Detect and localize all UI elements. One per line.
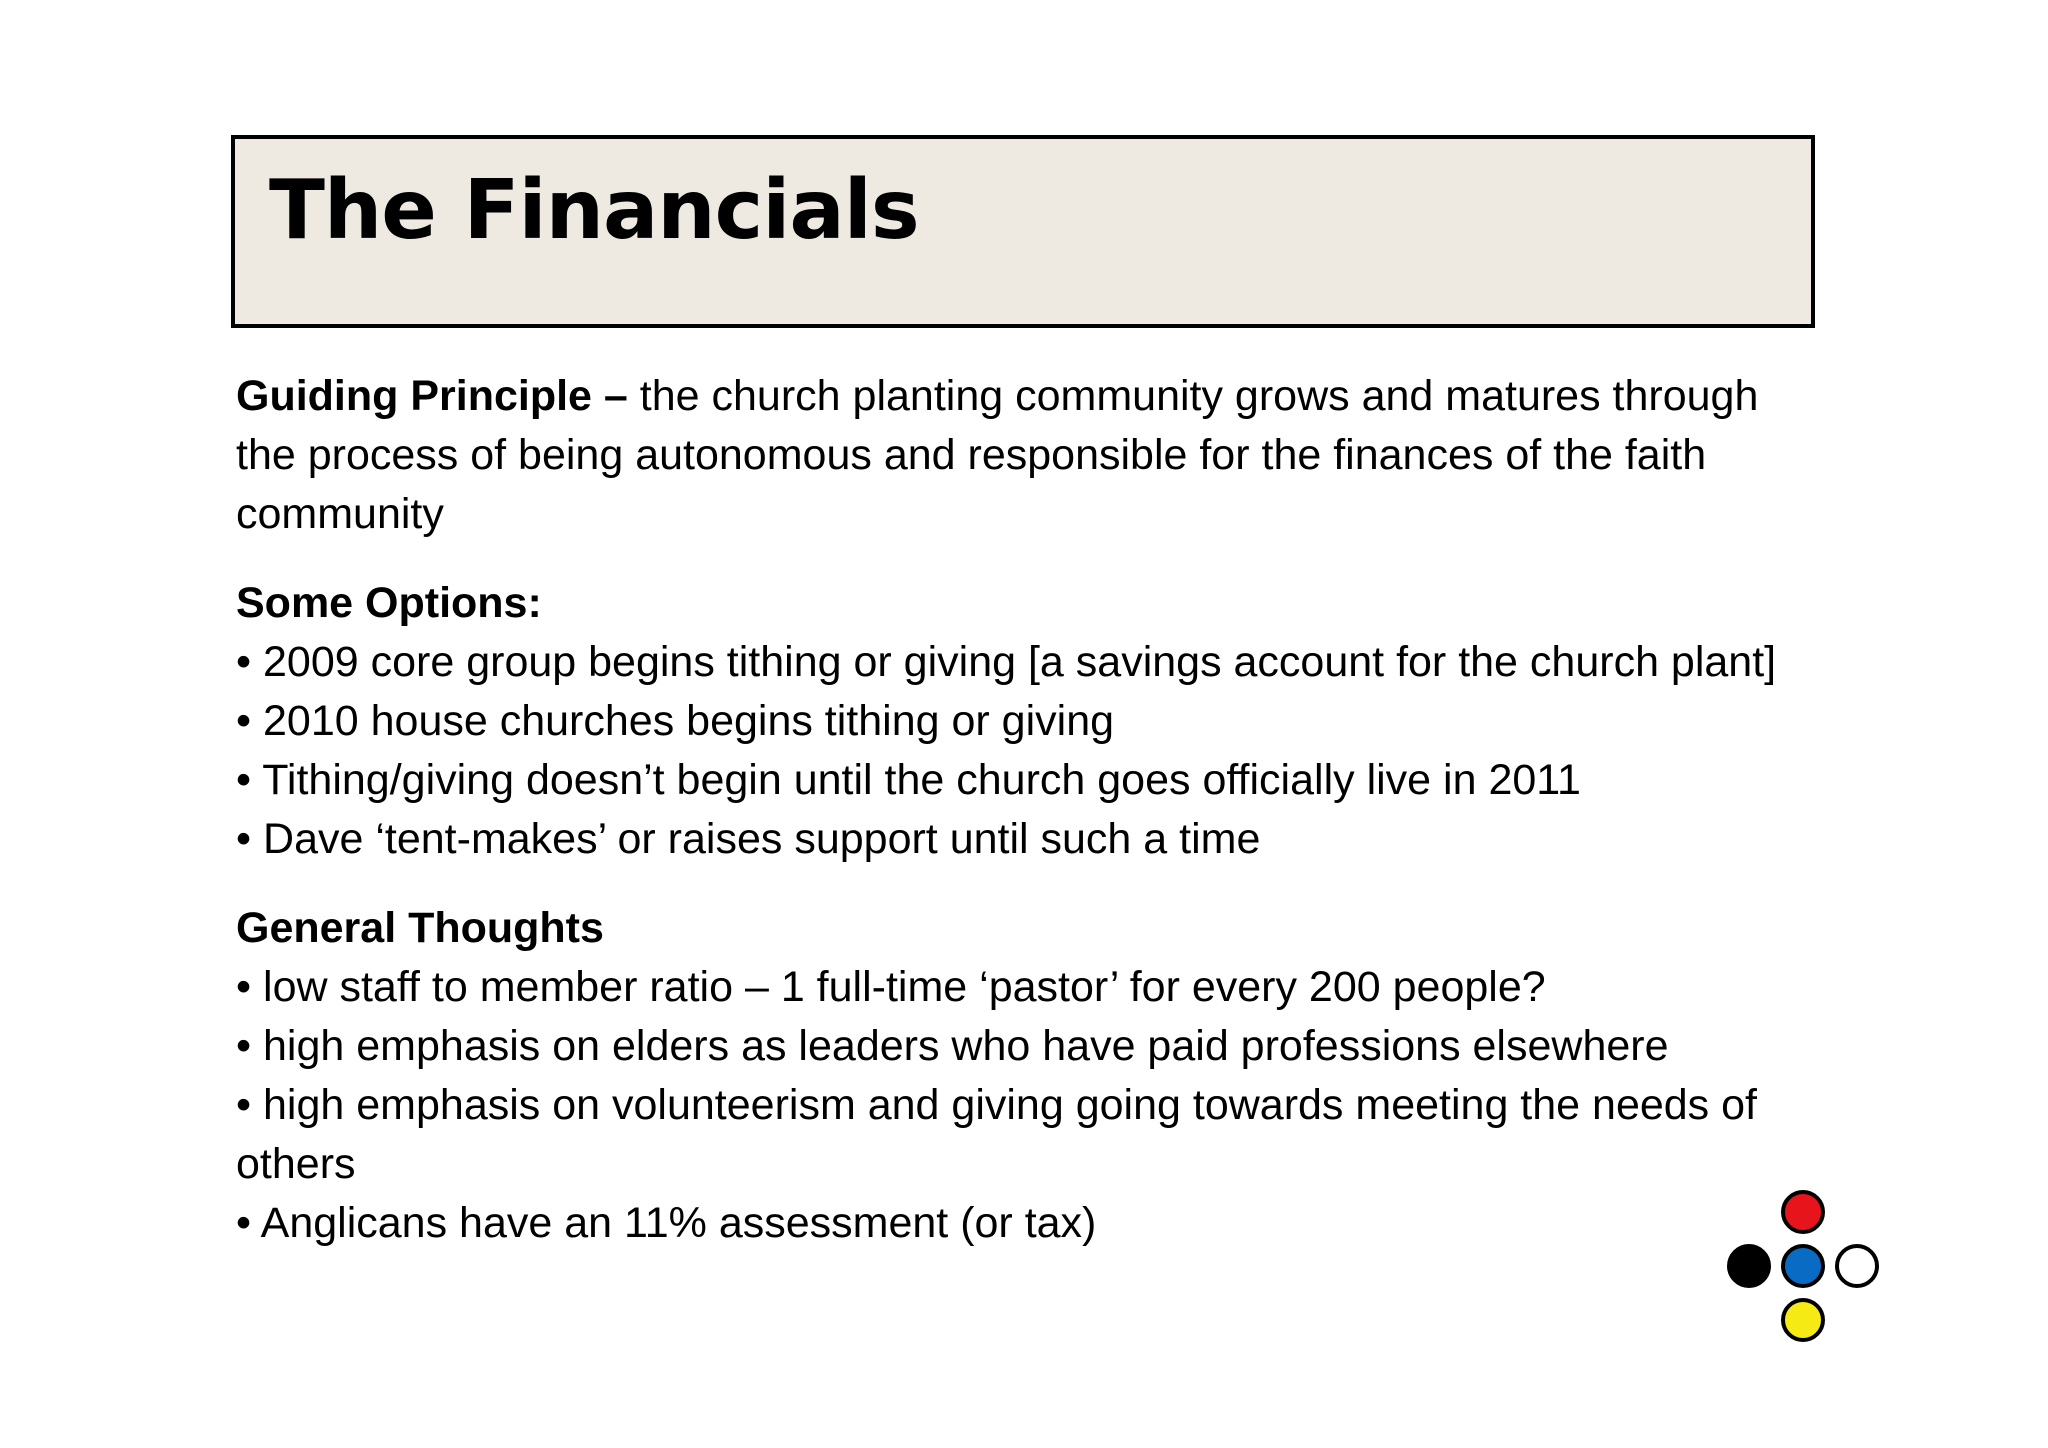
thoughts-item-text: Anglicans have an 11% assessment (or tax) bbox=[260, 1199, 1097, 1247]
thoughts-heading: General Thoughts bbox=[236, 904, 604, 952]
thoughts-item-text: high emphasis on elders as leaders who have paid professions elsewhere bbox=[263, 1022, 1669, 1070]
bullet-icon: • bbox=[236, 1199, 261, 1247]
options-item bbox=[236, 692, 1796, 751]
red-circle-icon bbox=[1781, 1190, 1825, 1234]
thoughts-item bbox=[236, 1017, 1796, 1076]
slide-content bbox=[236, 367, 1796, 1283]
options-item-text: Dave ‘tent-makes’ or raises support until such a time bbox=[263, 815, 1261, 863]
options-section bbox=[236, 574, 1796, 869]
thoughts-item-text: high emphasis on volunteerism and giving going towards meeting the needs of others bbox=[236, 1081, 1757, 1188]
bullet-icon: • bbox=[236, 1022, 264, 1070]
slide-title: The Financials bbox=[269, 163, 919, 258]
thoughts-section bbox=[236, 899, 1796, 1253]
yellow-circle-icon bbox=[1781, 1298, 1825, 1342]
thoughts-item bbox=[236, 1076, 1796, 1194]
guiding-principle-text: the church planting community grows and matures through the process of being autonomous and responsible for the finances of the faith community bbox=[236, 372, 1759, 538]
circles-logo bbox=[1725, 1190, 1885, 1350]
bullet-icon: • bbox=[236, 697, 264, 745]
thoughts-item-text: low staff to member ratio – 1 full-time ‘pastor’ for every 200 people? bbox=[263, 963, 1546, 1011]
options-item bbox=[236, 810, 1796, 869]
thoughts-item bbox=[236, 958, 1796, 1017]
options-heading: Some Options: bbox=[236, 579, 542, 627]
bullet-icon: • bbox=[236, 1081, 264, 1129]
options-item bbox=[236, 751, 1796, 810]
guiding-principle bbox=[236, 367, 1796, 544]
blue-circle-icon bbox=[1781, 1244, 1825, 1288]
bullet-icon: • bbox=[236, 756, 263, 804]
options-item-text: 2010 house churches begins tithing or giving bbox=[263, 697, 1115, 745]
thoughts-item bbox=[236, 1194, 1796, 1253]
title-box bbox=[231, 135, 1815, 328]
options-item bbox=[236, 633, 1796, 692]
bullet-icon: • bbox=[236, 815, 264, 863]
bullet-icon: • bbox=[236, 638, 264, 686]
options-item-text: 2009 core group begins tithing or giving [a savings account for the church plant] bbox=[263, 638, 1777, 686]
bullet-icon: • bbox=[236, 963, 264, 1011]
options-item-text: Tithing/giving doesn’t begin until the church goes officially live in 2011 bbox=[262, 756, 1581, 804]
guiding-principle-label: Guiding Principle – bbox=[236, 372, 628, 420]
white-circle-icon bbox=[1835, 1244, 1879, 1288]
black-circle-icon bbox=[1727, 1244, 1771, 1288]
